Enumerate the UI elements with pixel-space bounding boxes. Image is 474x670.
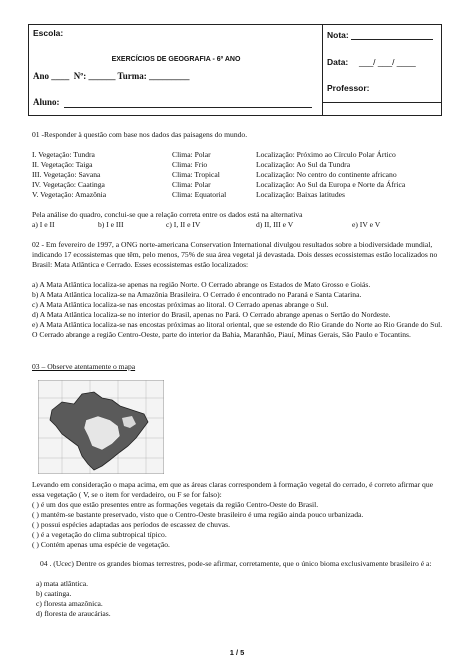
q1-row2-veg: II. Vegetação: Taiga [32, 160, 93, 169]
q1-row3-veg: III. Vegetação: Savana [32, 170, 101, 179]
q1-row1-loc: Localização: Próximo ao Círculo Polar Ártico [256, 150, 396, 159]
professor-label: Professor: [327, 83, 370, 93]
q4-text: 04 . (Ucec) Dentre os grandes biomas terrestres, pode-se afirmar, corretamente, que o único bioma exclusivamente brasileiro é a: [40, 559, 432, 568]
q1-option-a: a) I e II [32, 220, 55, 229]
q3-item-2: ( ) mantém-se bastante preservado, visto que o Centro-Oeste brasileiro é uma região ainda pouco urbanizada. [32, 510, 364, 519]
q1-stem: Pela análise do quadro, conclui-se que a relação correta entre os dados está na alternativa [32, 210, 303, 219]
nota-label: Nota: [327, 30, 349, 40]
q1-row3-clima: Clima: Tropical [172, 170, 220, 179]
q2-option-a: a) A Mata Atlântica localiza-se apenas na região Norte. O Cerrado abrange os Estados de Mato Grosso e Goiás. [32, 280, 371, 289]
q3-item-5: ( ) Contém apenas uma espécie de vegetação. [32, 540, 170, 549]
q1-row1-clima: Clima: Polar [172, 150, 211, 159]
professor-line [323, 102, 441, 103]
brazil-cerrado-map [38, 380, 164, 474]
school-info-cell [29, 25, 323, 115]
q4-option-d: d) floresta de araucárias. [36, 609, 111, 618]
q4-option-a: a) mata atlântica. [36, 579, 89, 588]
q2-option-c: c) A Mata Atlântica localiza-se nas encostas próximas ao litoral. O Cerrado apenas abrange o Sul. [32, 300, 329, 309]
nota-line [351, 39, 433, 40]
q1-row1-veg: I. Vegetação: Tundra [32, 150, 95, 159]
q1-option-c: c) I, II e IV [166, 220, 201, 229]
q1-option-b: b) I e III [98, 220, 124, 229]
q3-stem: Levando em consideração o mapa acima, em que as áreas claras correspondem à formação vegetal do cerrado, é correto afirmar que essa vegetação ( V, se o item for verdadeiro, ou F se for falso): [32, 480, 433, 499]
q3-title: 03 – Observe atentamente o mapa [32, 362, 136, 371]
q1-option-d: d) II, III e V [256, 220, 294, 229]
q1-row4-clima: Clima: Polar [172, 180, 211, 189]
grade-info-cell [323, 25, 441, 115]
data-label: Data: [327, 57, 349, 67]
exercise-title: EXERCÍCIOS DE GEOGRAFIA - 6º ANO [111, 56, 241, 63]
q4-option-c: c) floresta amazônica. [36, 599, 103, 608]
q2-option-b: b) A Mata Atlântica localiza-se na Amazônia Brasileira. O Cerrado é encontrado no Paraná e Santa Catarina. [32, 290, 362, 299]
page-number: 1 / 5 [229, 648, 245, 657]
q1-option-e: e) IV e V [352, 220, 381, 229]
q4-option-b: b) caatinga. [36, 589, 72, 598]
q1-row4-loc: Localização: Ao Sul da Europa e Norte da África [256, 180, 406, 189]
aluno-line [64, 107, 312, 108]
q1-row5-loc: Localização: Baixas latitudes [256, 190, 345, 199]
q2-option-e: e) A Mata Atlântica localiza-se nas encostas próximas ao litoral oriental, que se estende do Rio Grande do Norte ao Rio Grande do Sul. O Cerrado abrange a região Centro-Oeste, parte do interior da Bahia, Maranhão, Piauí, Minas Gerais, São Paulo e Tocantins. [32, 320, 443, 339]
ano-numero-turma-row: Ano ____ Nº: ______ Turma: _________ [33, 71, 190, 81]
q3-item-4: ( ) é a vegetação do clima subtropical típico. [32, 530, 167, 539]
q2-option-d: d) A Mata Atlântica localiza-se no interior do Brasil, apenas no Pará. O Cerrado abrange apenas o Sertão do Nordeste. [32, 310, 391, 319]
q1-intro: 01 -Responder à questão com base nos dados das paisagens do mundo. [32, 130, 248, 139]
q1-row2-loc: Localização: Ao Sul da Tundra [256, 160, 351, 169]
q3-item-3: ( ) possui espécies adaptadas aos períodos de escassez de chuvas. [32, 520, 231, 529]
q1-row2-clima: Clima: Frio [172, 160, 208, 169]
q3-item-1: ( ) é um dos que estão presentes entre as formações vegetais da região Centro-Oeste do Brasil. [32, 500, 319, 509]
q2-text: 02 - Em fevereiro de 1997, a ONG norte-americana Conservation International divulgou resultados sobre a biodiversidade mundial, indicando 17 ecossistemas que têm, pelo menos, 75% de sua área vegetal já devastada. Dois desses ecossistemas estão localizados no Brasil: Mata Atlântica e Cerrado. Esses ecossistemas estão localizados: [32, 240, 438, 269]
aluno-label: Aluno: [33, 97, 60, 107]
data-blank: ___/ ___/ ____ [359, 57, 416, 67]
q1-row5-clima: Clima: Equatorial [172, 190, 227, 199]
header-box [28, 24, 442, 116]
q1-row5-veg: V. Vegetação: Amazônia [32, 190, 107, 199]
escola-label: Escola: [33, 28, 64, 38]
q1-row3-loc: Localização: No centro do continente africano [256, 170, 397, 179]
q1-row4-veg: IV. Vegetação: Caatinga [32, 180, 105, 189]
